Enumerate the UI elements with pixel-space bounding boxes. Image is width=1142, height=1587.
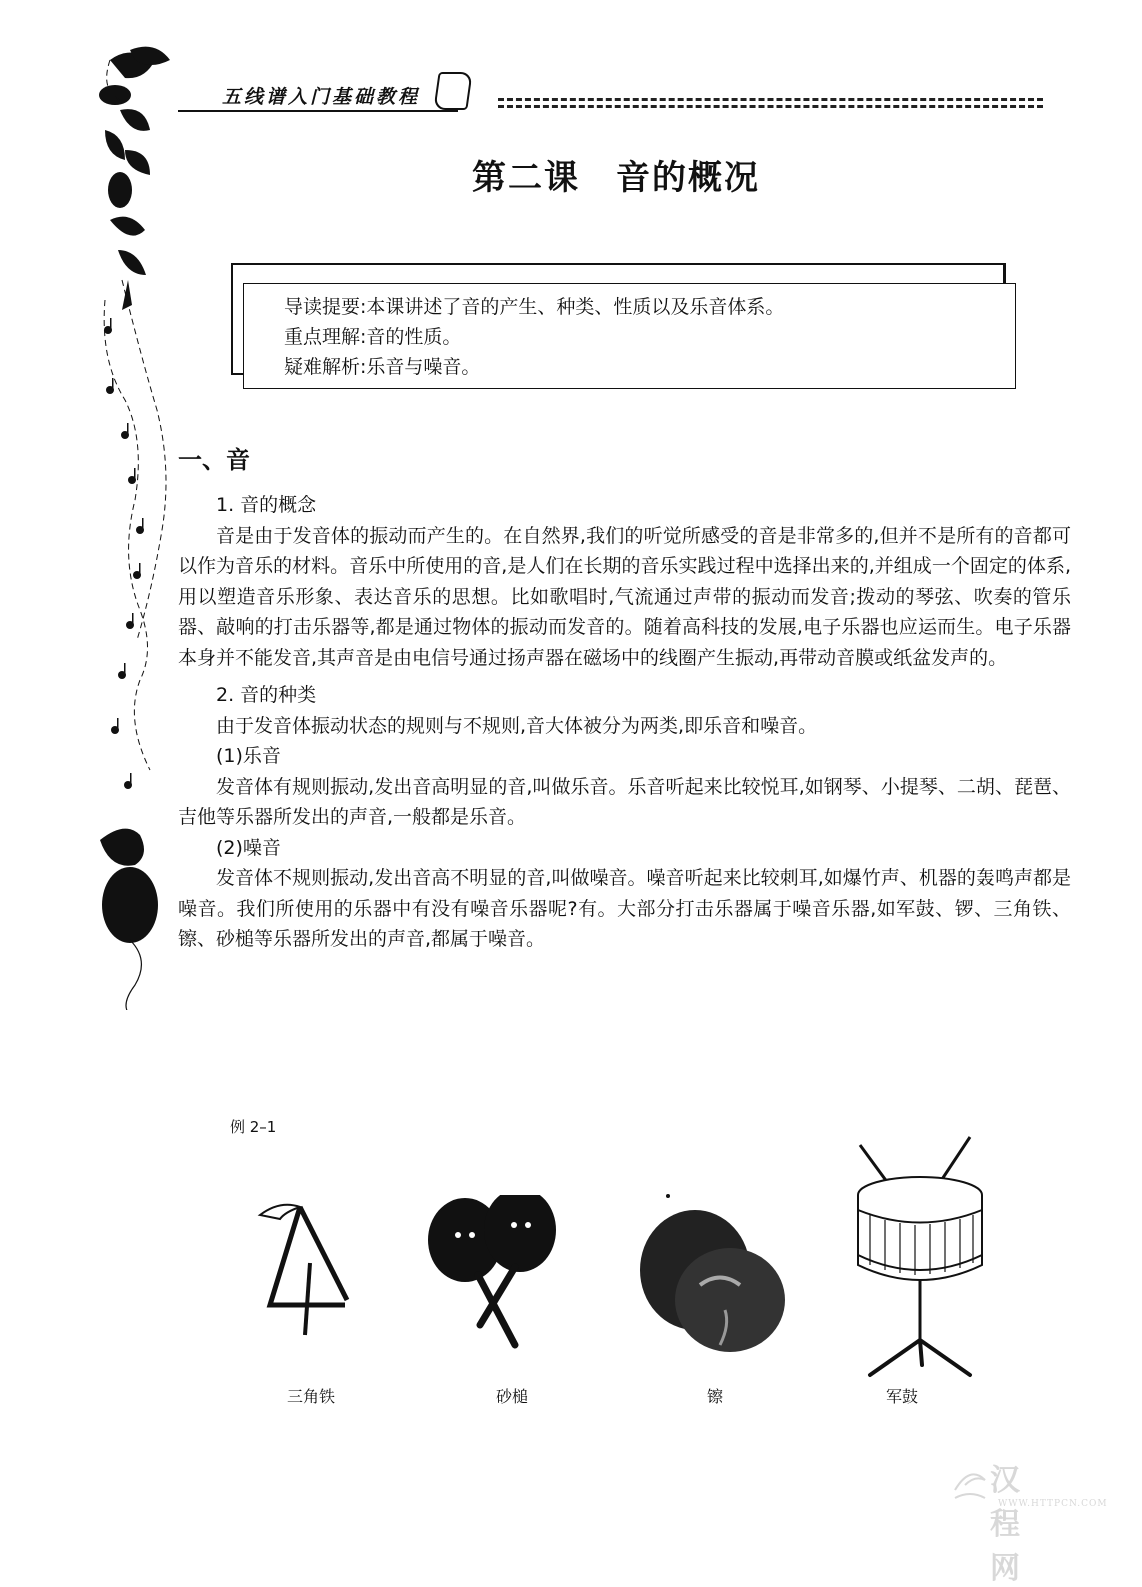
intro-difficulty: 疑难解析:乐音与噪音。 [284,356,481,378]
example-label: 例 2–1 [230,1118,277,1136]
lesson-title: 第二课 音的概况 [472,158,760,198]
watermark-title: 汉程网 [990,1463,1022,1586]
watermark-url: WWW.HTTPCN.COM [998,1499,1108,1509]
subsection-heading-types: 2. 音的种类 [216,684,317,706]
cymbals-icon [630,1190,800,1360]
instrument-label-triangle: 三角铁 [287,1387,336,1406]
scroll-ornament-icon [433,72,472,110]
subsection-heading-concept: 1. 音的概念 [216,494,317,516]
section-heading: 一、音 [178,445,250,474]
triangle-instrument-icon [255,1195,385,1345]
book-title: 五线谱入门基础教程 [222,86,421,108]
paragraph-noise: 发音体不规则振动,发出音高不明显的音,叫做噪音。噪音听起来比较刺耳,如爆竹声、机器的轰鸣声都是噪音。我们所使用的乐器中有没有噪音乐器呢?有。大部分打击乐器属于噪音乐器,如军鼓、锣、三角铁、镲、砂槌等乐器所发出的声音,都属于噪音。 [178,867,1071,950]
header-dashed-rule [498,98,1043,108]
instrument-label-snare-drum: 军鼓 [886,1387,919,1406]
item-heading-musical-tone: (1)乐音 [216,745,281,767]
instrument-label-maracas: 砂槌 [496,1387,529,1406]
section-content [178,490,1071,955]
intro-box [243,283,1016,389]
watermark-logo-icon [950,1460,990,1505]
paragraph-concept: 音是由于发音体的振动而产生的。在自然界,我们的听觉所感受的音是非常多的,但并不是所有的音都可以作为音乐的材料。音乐中所使用的音,是人们在长期的音乐实践过程中选择出来的,并组成一个固定的体系,用以塑造音乐形象、表达音乐的思想。比如歌唱时,气流通过声带的振动而发音;拨动的琴弦、吹奏的管乐器、敲响的打击乐器等,都是通过物体的振动而发音的。随着高科技的发展,电子乐器也应运而生。电子乐器本身并不能发音,其声音是由电信号通过扬声器在磁场中的线圈产生振动,再带动音膜或纸盆发声的。 [178,524,1071,669]
item-heading-noise: (2)噪音 [216,836,281,859]
paragraph-musical-tone: 发音体有规则振动,发出音高明显的音,叫做乐音。乐音听起来比较悦耳,如钢琴、小提琴、二胡、琵琶、吉他等乐器所发出的声音,一般都是乐音。 [178,775,1071,828]
instrument-label-cymbals: 镲 [707,1387,724,1406]
paragraph-types: 由于发音体振动状态的规则与不规则,音大体被分为两类,即乐音和噪音。 [216,714,818,737]
snare-drum-icon [840,1135,990,1385]
intro-key-point: 重点理解:音的性质。 [284,326,462,348]
intro-reading-guide: 导读提要:本课讲述了音的产生、种类、性质以及乐音体系。 [284,296,785,318]
maracas-icon [420,1195,560,1355]
